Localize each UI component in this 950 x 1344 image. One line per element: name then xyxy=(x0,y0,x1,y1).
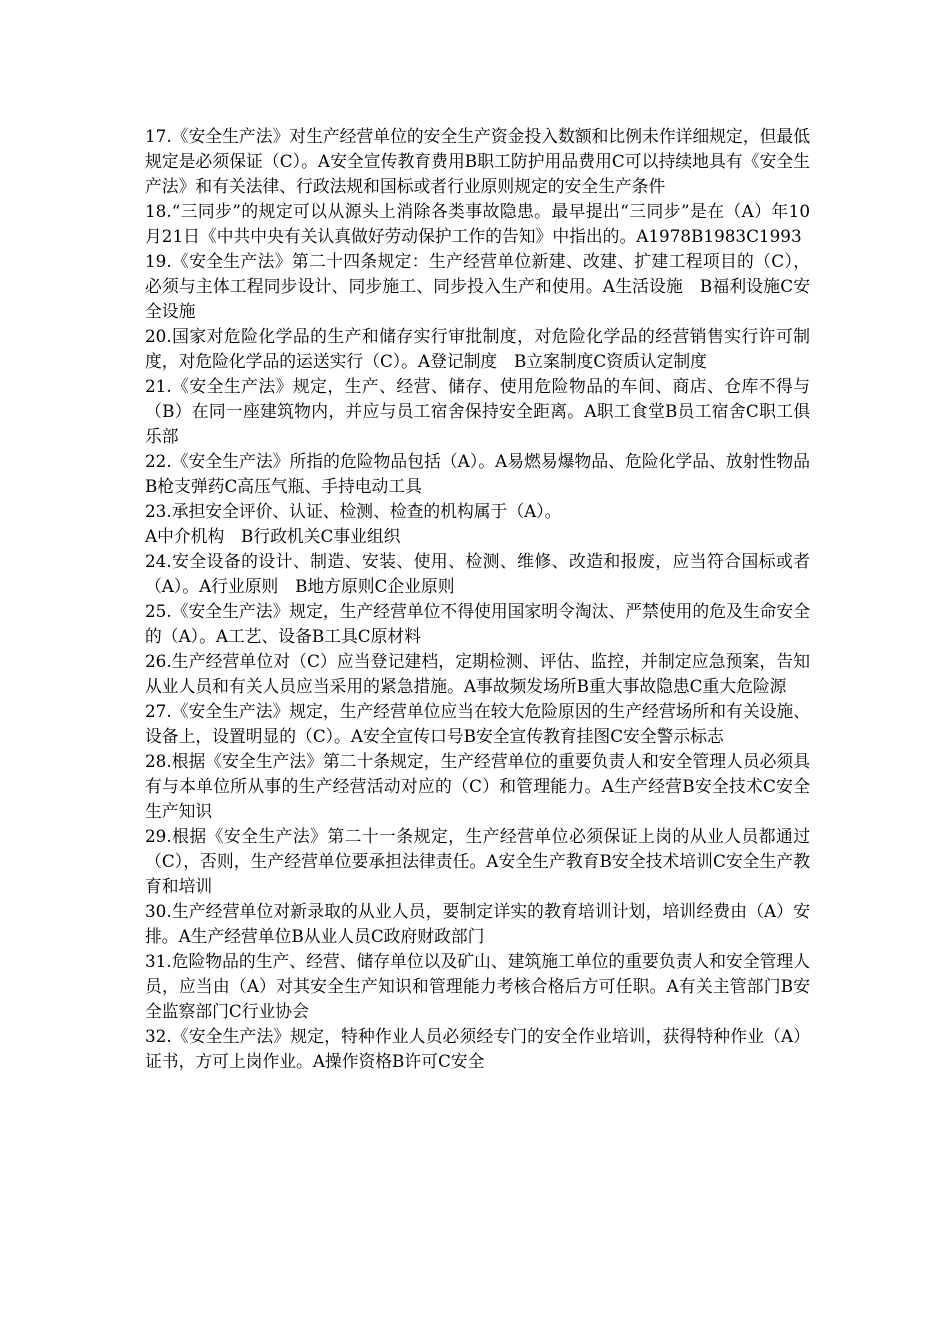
paragraph-q31: 31.危险物品的生产、经营、储存单位以及矿山、建筑施工单位的重要负责人和安全管理人员，应当由（A）对其安全生产知识和管理能力考核合格后方可任职。A有关主管部门B安全监察部门C行业协会 xyxy=(145,951,810,1021)
paragraph-q17: 17.《安全生产法》对生产经营单位的安全生产资金投入数额和比例未作详细规定，但最低规定是必须保证（C）。A安全宣传教育费用B职工防护用品费用C可以持续地具有《安全生产法》和有关法律、行政法规和国标或者行业原则规定的安全生产条件 xyxy=(145,126,810,196)
paragraph-q27: 27.《安全生产法》规定，生产经营单位应当在较大危险原因的生产经营场所和有关设施、设备上，设置明显的（C）。A安全宣传口号B安全宣传教育挂图C安全警示标志 xyxy=(145,701,810,746)
paragraph-q22: 22.《安全生产法》所指的危险物品包括（A）。A易燃易爆物品、危险化学品、放射性物品B枪支弹药C高压气瓶、手持电动工具 xyxy=(145,451,810,496)
paragraph-q30: 30.生产经营单位对新录取的从业人员，要制定详实的教育培训计划，培训经费由（A）安排。A生产经营单位B从业人员C政府财政部门 xyxy=(145,901,810,946)
paragraph-q32: 32.《安全生产法》规定，特种作业人员必须经专门的安全作业培训，获得特种作业（A）证书，方可上岗作业。A操作资格B许可C安全 xyxy=(145,1026,810,1071)
paragraph-q19: 19.《安全生产法》第二十四条规定：生产经营单位新建、改建、扩建工程项目的（C），必须与主体工程同步设计、同步施工、同步投入生产和使用。A生活设施 B福利设施C安全设施 xyxy=(145,251,810,321)
document-body xyxy=(145,124,810,1074)
paragraph-q26: 26.生产经营单位对（C）应当登记建档，定期检测、评估、监控，并制定应急预案，告知从业人员和有关人员应当采用的紧急措施。A事故频发场所B重大事故隐患C重大危险源 xyxy=(145,651,810,696)
paragraph-q28: 28.根据《安全生产法》第二十条规定，生产经营单位的重要负责人和安全管理人员必须具有与本单位所从事的生产经营活动对应的（C）和管理能力。A生产经营B安全技术C安全生产知识 xyxy=(145,751,810,821)
paragraph-q21: 21.《安全生产法》规定，生产、经营、储存、使用危险物品的车间、商店、仓库不得与（B）在同一座建筑物内，并应与员工宿舍保持安全距离。A职工食堂B员工宿舍C职工俱乐部 xyxy=(145,376,810,446)
paragraph-q18: 18.“三同步”的规定可以从源头上消除各类事故隐患。最早提出“三同步”是在（A）年10月21日《中共中央有关认真做好劳动保护工作的告知》中指出的。A1978B1983C1993 xyxy=(145,201,810,246)
paragraph-q25: 25.《安全生产法》规定，生产经营单位不得使用国家明令淘汰、严禁使用的危及生命安全的（A）。A工艺、设备B工具C原材料 xyxy=(145,601,810,646)
paragraph-q24: 24.安全设备的设计、制造、安装、使用、检测、维修、改造和报废，应当符合国标或者（A）。A行业原则 B地方原则C企业原则 xyxy=(145,551,810,596)
paragraph-q20: 20.国家对危险化学品的生产和储存实行审批制度，对危险化学品的经营销售实行许可制度，对危险化学品的运送实行（C）。A登记制度 B立案制度C资质认定制度 xyxy=(145,326,810,371)
paragraph-q23-options: A中介机构 B行政机关C事业组织 xyxy=(145,526,401,546)
paragraph-q23: 23.承担安全评价、认证、检测、检查的机构属于（A）。 xyxy=(145,501,562,521)
paragraph-q29: 29.根据《安全生产法》第二十一条规定，生产经营单位必须保证上岗的从业人员都通过（C），否则，生产经营单位要承担法律责任。A安全生产教育B安全技术培训C安全生产教育和培训 xyxy=(145,826,810,896)
